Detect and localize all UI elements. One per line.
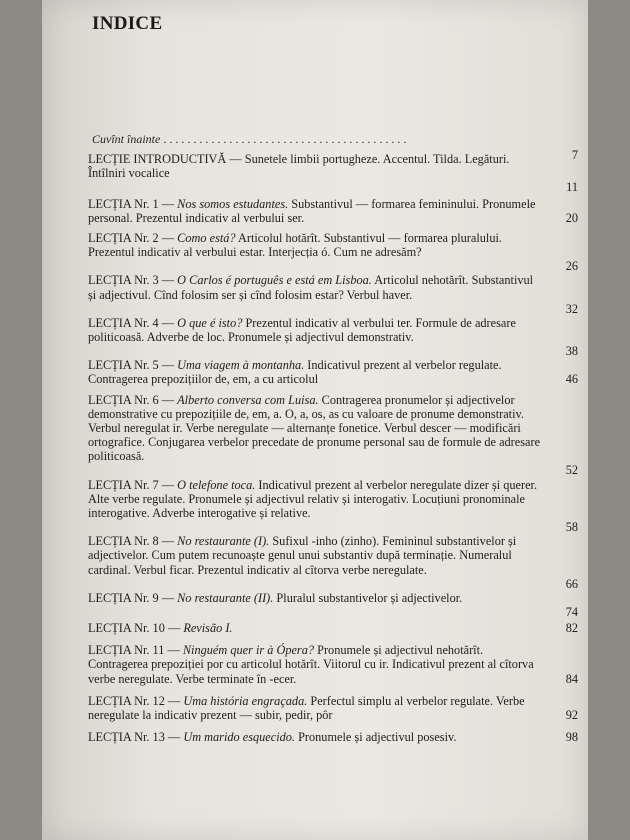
table-of-contents — [88, 132, 578, 745]
toc-lesson-title: Revisão I. — [183, 621, 233, 636]
toc-entry-lesson-3: LECȚIA Nr. 3 — O Carlos é português e está em Lisboa. Articolul nehotărît. Substantivul și adjectivul. Cînd folosim ser și cînd folosim estar? Verbul haver. 32 — [88, 273, 578, 316]
toc-lesson-title: Nos somos estudantes. — [177, 196, 289, 211]
toc-lesson-desc: Prezentul indicativ al verbului ter. Formule de adresare politicoasă. Adverbe de loc. Pronumele și adjectivul demonstrativ. — [88, 315, 516, 345]
toc-lesson-page: 98 — [565, 730, 578, 745]
toc-lesson-label: LECȚIA Nr. 9 — [88, 590, 159, 605]
toc-lesson-title: Uma história engraçada. — [183, 693, 308, 708]
toc-lesson-desc: Pronumele și adjectivul posesiv. — [295, 730, 457, 745]
toc-lesson-label: LECȚIA Nr. 12 — [88, 693, 165, 708]
toc-lesson-title: Um marido esquecido. — [183, 730, 295, 745]
toc-lesson-desc: Articolul hotărît. Substantivul — formarea pluralului. Prezentul indicativ al verbului estar. Interjecția ó. Cum ne adresăm? — [88, 231, 502, 260]
toc-lesson-label: LECȚIA Nr. 11 — [88, 643, 165, 658]
toc-intro-label: LECȚIE INTRODUCTIVĂ — [88, 152, 227, 167]
toc-lesson-label: LECȚIA Nr. 10 — [88, 621, 165, 636]
toc-lesson-title: O telefone toca. — [177, 477, 256, 492]
toc-lesson-desc: Contragerea pronumelor și adjectivelor demonstrative cu prepozițiile de, em, a. O, a, os, as cu valoare de pronume demonstrativ. Verbul neregulat ir. Verbe neregulate — alternanțe fonetice. Verbul descer — modificări ortografice. Conjugarea verbelor precedate de pronume personal sau de formule de adresare politicoasă. — [88, 392, 541, 464]
toc-lesson-label: LECȚIA Nr. 7 — [88, 477, 159, 492]
toc-lesson-page: 38 — [565, 344, 578, 359]
toc-entry-lesson-7: LECȚIA Nr. 7 — O telefone toca. Indicativul prezent al verbelor neregulate dizer și querer. Alte verbe regulate. Pronumele și adjectivul relativ și interogativ. Locuțiuni pronominale interogative. Adverbe interogative și relative. 58 — [88, 477, 578, 535]
toc-entry-lesson-11: LECȚIA Nr. 11 — Ninguém quer ir à Ópera? Pronumele și adjectivul nehotărît. Contragerea prepoziției por cu articolul hotărît. Viitorul cu ir. Indicativul prezent al cîtorva verbe neregulate. Verbe terminate în -ecer. 84 — [88, 643, 578, 686]
toc-lesson-page: 46 — [565, 372, 578, 387]
toc-entry-foreword — [88, 132, 578, 146]
toc-lesson-title: No restaurante (I). — [177, 534, 270, 549]
toc-lesson-page: 66 — [565, 576, 578, 591]
toc-entry-lesson-4: LECȚIA Nr. 4 — O que é isto? Prezentul indicativ al verbului ter. Formule de adresare politicoasă. Adverbe de loc. Pronumele și adjectivul demonstrativ. 38 — [88, 315, 578, 359]
toc-lesson-desc: Indicativul prezent al verbelor neregulate dizer și querer. Alte verbe regulate. Pronumele și adjectivul relativ și interogativ. Locuțiuni pronominale interogative. Adverbe interogative și relative. — [88, 477, 538, 521]
toc-lesson-title: O Carlos é português e está em Lisboa. — [177, 273, 372, 288]
toc-entry-lesson-5: LECȚIA Nr. 5 — Uma viagem à montanha. Indicativul prezent al verbelor regulate. Contragerea prepozițiilor de, em, a cu articolul 46 — [88, 358, 578, 387]
toc-lesson-page: 20 — [565, 210, 578, 225]
toc-lesson-desc: Articolul nehotărît. Substantivul și adjectivul. Cînd folosim ser și cînd folosim estar? Verbul haver. — [88, 273, 534, 302]
toc-lesson-title: Alberto conversa com Luisa. — [177, 392, 319, 407]
toc-lesson-desc: Pluralul substantivelor și adjectivelor. — [273, 590, 463, 605]
toc-lesson-page: 82 — [565, 621, 578, 636]
toc-entry-lesson-12: LECȚIA Nr. 12 — Uma história engraçada. Perfectul simplu al verbelor regulate. Verbe neregulate la indicativ prezent — subir, pedir, pôr 92 — [88, 693, 578, 723]
toc-lesson-title: No restaurante (II). — [177, 590, 274, 605]
toc-lesson-title: Ninguém quer ir à Ópera? — [182, 643, 315, 658]
toc-foreword-label: Cuvînt înainte . . . — [92, 132, 406, 146]
toc-intro-desc: — Sunetele limbii portugheze. Accentul. Tilda. Legături. Întîlniri vocalice — [88, 152, 510, 181]
toc-lesson-page: 58 — [565, 520, 578, 535]
toc-lesson-page: 52 — [565, 463, 578, 478]
toc-lesson-page: 74 — [565, 604, 578, 619]
toc-lesson-label: LECȚIA Nr. 1 — [88, 196, 159, 211]
toc-lesson-title: Uma viagem à montanha. — [177, 358, 305, 373]
toc-lesson-page: 26 — [565, 259, 578, 274]
toc-lesson-label: LECȚIA Nr. 5 — [88, 358, 159, 373]
toc-lesson-label: LECȚIA Nr. 8 — [88, 534, 159, 549]
toc-entry-lesson-13: LECȚIA Nr. 13 — Um marido esquecido. Pronumele și adjectivul posesiv. 98 — [88, 730, 578, 745]
toc-lesson-desc: Perfectul simplu al verbelor regulate. Verbe neregulate la indicativ prezent — subir, pedir, pôr — [88, 693, 525, 723]
toc-lesson-page: 84 — [565, 671, 578, 686]
toc-intro-page: 7 — [571, 148, 578, 163]
toc-lesson-label: LECȚIA Nr. 6 — [88, 392, 159, 407]
toc-lesson-desc: Sufixul -inho (zinho). Femininul substantivelor și adjectivelor. Cum putem recunoaște genul unui substantiv după terminație. Numeralul cardinal. Verbul ficar. Prezentul indicativ al cîtorva verbe neregulate. — [88, 534, 517, 577]
toc-lesson-label: LECȚIA Nr. 4 — [88, 315, 159, 330]
toc-lesson-label: LECȚIA Nr. 2 — [88, 231, 159, 246]
toc-lesson-title: Como está? — [177, 231, 236, 246]
toc-intro-num: 11 — [566, 180, 578, 195]
toc-lesson-label: LECȚIA Nr. 13 — [88, 730, 165, 745]
toc-lesson-label: LECȚIA Nr. 3 — [88, 273, 159, 288]
toc-entry-lesson-9: LECȚIA Nr. 9 — No restaurante (II). Pluralul substantivelor și adjectivelor. 74 — [88, 590, 578, 619]
toc-lesson-desc: Pronumele și adjectivul nehotărît. Contragerea prepoziției por cu articolul hotărît. Viitorul cu ir. Indicativul prezent al cîtorva verbe neregulate. Verbe terminate în -ecer. — [88, 643, 534, 686]
toc-lesson-desc: Indicativul prezent al verbelor regulate. Contragerea prepozițiilor de, em, a cu articolul — [88, 358, 502, 387]
toc-entry-lesson-1: LECȚIA Nr. 1 — Nos somos estudantes. Substantivul — formarea femininului. Pronumele personal. Prezentul indicativ al verbului ser. 20 — [88, 196, 578, 225]
toc-entry-lesson-10: LECȚIA Nr. 10 — Revisão I. 82 — [88, 621, 578, 636]
toc-entry-intro — [88, 148, 578, 195]
toc-lesson-title: O que é isto? — [177, 315, 243, 330]
toc-lesson-page: 32 — [565, 301, 578, 316]
page-title: INDICE — [92, 13, 163, 34]
toc-lesson-page: 92 — [565, 708, 578, 723]
toc-lesson-desc: Substantivul — formarea femininului. Pronumele personal. Prezentul indicativ al verbului ser. — [88, 196, 536, 225]
toc-entry-lesson-8: LECȚIA Nr. 8 — No restaurante (I). Sufixul -inho (zinho). Femininul substantivelor și adjectivelor. Cum putem recunoaște genul unui substantiv după terminație. Numeralul cardinal. Verbul ficar. Prezentul indicativ al cîtorva verbe neregulate. 66 — [88, 534, 578, 591]
toc-entry-lesson-6: LECȚIA Nr. 6 — Alberto conversa com Luisa. Contragerea pronumelor și adjectivelor demonstrative cu prepozițiile de, em, a. O, a, os, as cu valoare de pronume demonstrativ. Verbul neregulat ir. Verbe neregulate — alternanțe fonetice. Verbul descer — modificări ortografice. Conjugarea verbelor precedate de pronume personal sau de formule de adresare politicoasă. 52 — [88, 392, 578, 478]
toc-entry-lesson-2: LECȚIA Nr. 2 — Como está? Articolul hotărît. Substantivul — formarea pluralului. Prezentul indicativ al verbului estar. Interjecția ó. Cum ne adresăm? 26 — [88, 231, 578, 274]
